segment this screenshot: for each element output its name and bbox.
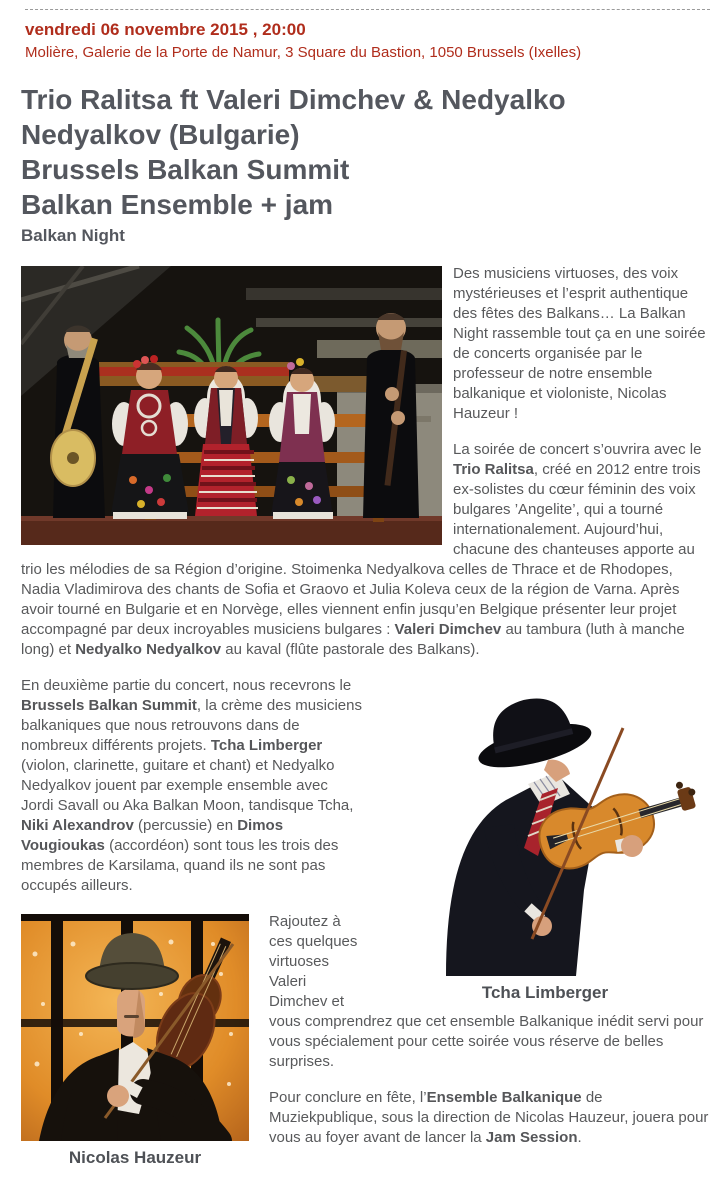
bold-jam-session: Jam Session bbox=[485, 1129, 578, 1146]
bold-tcha-limberger: Tcha Limberger bbox=[210, 737, 323, 754]
tcha-limberger-illustration bbox=[380, 676, 710, 976]
text-segment: Pour conclure en fête, l’ bbox=[269, 1089, 427, 1106]
text-segment: , la crème des musiciens balkaniques que nous retrouvons dans de nombreux différents projets. bbox=[21, 697, 362, 754]
bold-ensemble-balkanique: Ensemble Balkanique bbox=[426, 1089, 582, 1106]
balkan-group-photo bbox=[21, 266, 442, 545]
tcha-limberger-photo bbox=[380, 676, 710, 1003]
bold-nedyalko-nedyalkov: Nedyalko Nedyalkov bbox=[75, 641, 222, 658]
nicolas-caption: Nicolas Hauzeur bbox=[68, 1148, 202, 1167]
text-segment: au kaval (flûte pastorale des Balkans). bbox=[221, 641, 480, 658]
text-segment: La soirée de concert s’ouvrira avec le bbox=[453, 441, 702, 458]
event-subtitle: Balkan Night bbox=[21, 226, 125, 245]
bold-brussels-balkan-summit: Brussels Balkan Summit bbox=[21, 697, 197, 714]
title-line-3: Balkan Ensemble + jam bbox=[21, 189, 334, 220]
event-title bbox=[21, 82, 671, 222]
text-segment: , créé en 2012 entre trois ex-solistes du cœur féminin des voix bulgares ’Angelite’, qui a tourné internationalement. Aujourd’hui, chacune des chanteuses apporte au trio les mélodies de sa Région d’origine. Stoimenka Nedyalkova celles de Thrace et de Rhodopes, Nadia Vladimirova des chants de Sofia et Graovo et Julia Koleva ceux de la région de Varna. Après avoir tourné en Bulgarie et en Norvège, elles viennent enfin jusqu’en Belgique présenter leur projet accompagné par deux incroyables musiciens bulgares : bbox=[21, 461, 701, 638]
title-line-2: Brussels Balkan Summit bbox=[21, 154, 350, 185]
title-line-1: Trio Ralitsa ft Valeri Dimchev & Nedyalko Nedyalkov (Bulgarie) bbox=[21, 84, 566, 150]
text-segment: (violon, clarinette, guitare et chant) et Nedyalko Nedyalkov jouent par exemple ensemble avec Jordi Savall ou Aka Balkan Moon, tandisque Tcha, bbox=[21, 757, 354, 814]
text-segment: Des musiciens virtuoses, des voix mystérieuses et l’esprit authentique des fêtes des Balkans… La Balkan Night rassemble tout ça en une soirée de concerts organisée par le professeur de notre ensemble balkanique et violoniste, Nicolas Hauzeur ! bbox=[453, 265, 706, 422]
event-date: vendredi 06 novembre 2015 , 20:00 bbox=[25, 20, 306, 39]
text-segment: de Muziekpublique, sous la direction de Nicolas Hauzeur, jouera pour vous au foyer avant de lancer la bbox=[269, 1089, 709, 1146]
text-segment: En deuxième partie du concert, nous recevrons le bbox=[21, 677, 352, 694]
bold-dimos-vougioukas: Dimos Vougioukas bbox=[21, 817, 284, 854]
event-venue: Molière, Galerie de la Porte de Namur, 3 Square du Bastion, 1050 Brussels (Ixelles) bbox=[25, 44, 582, 61]
text-segment: au tambura (luth à manche long) et bbox=[21, 621, 685, 658]
nicolas-hauzeur-photo bbox=[21, 914, 249, 1168]
nicolas-hauzeur-illustration bbox=[21, 914, 249, 1141]
text-segment: (accordéon) sont tous les trois des membres de Karsilama, quand ils ne sont pas occupés ailleurs. bbox=[21, 837, 339, 894]
tcha-caption: Tcha Limberger bbox=[481, 983, 609, 1002]
bold-trio-ralitsa: Trio Ralitsa bbox=[453, 461, 534, 478]
bold-valeri-dimchev: Valeri Dimchev bbox=[394, 621, 502, 638]
bold-niki-alexandrov: Niki Alexandrov bbox=[21, 817, 134, 834]
text-segment: . bbox=[577, 1129, 582, 1146]
text-segment: Rajoutez à ces quelques virtuoses Valeri Dimchev et vous comprendrez que cet ensemble Balkanique inédit servi pour vous spécialement pour cette soirée vous réserve de belles surprises. bbox=[269, 913, 704, 1070]
text-segment: (percussie) en bbox=[133, 817, 238, 834]
article-body bbox=[21, 264, 710, 1167]
dotted-divider bbox=[25, 9, 710, 10]
balkan-group-photo-illustration bbox=[21, 266, 442, 545]
